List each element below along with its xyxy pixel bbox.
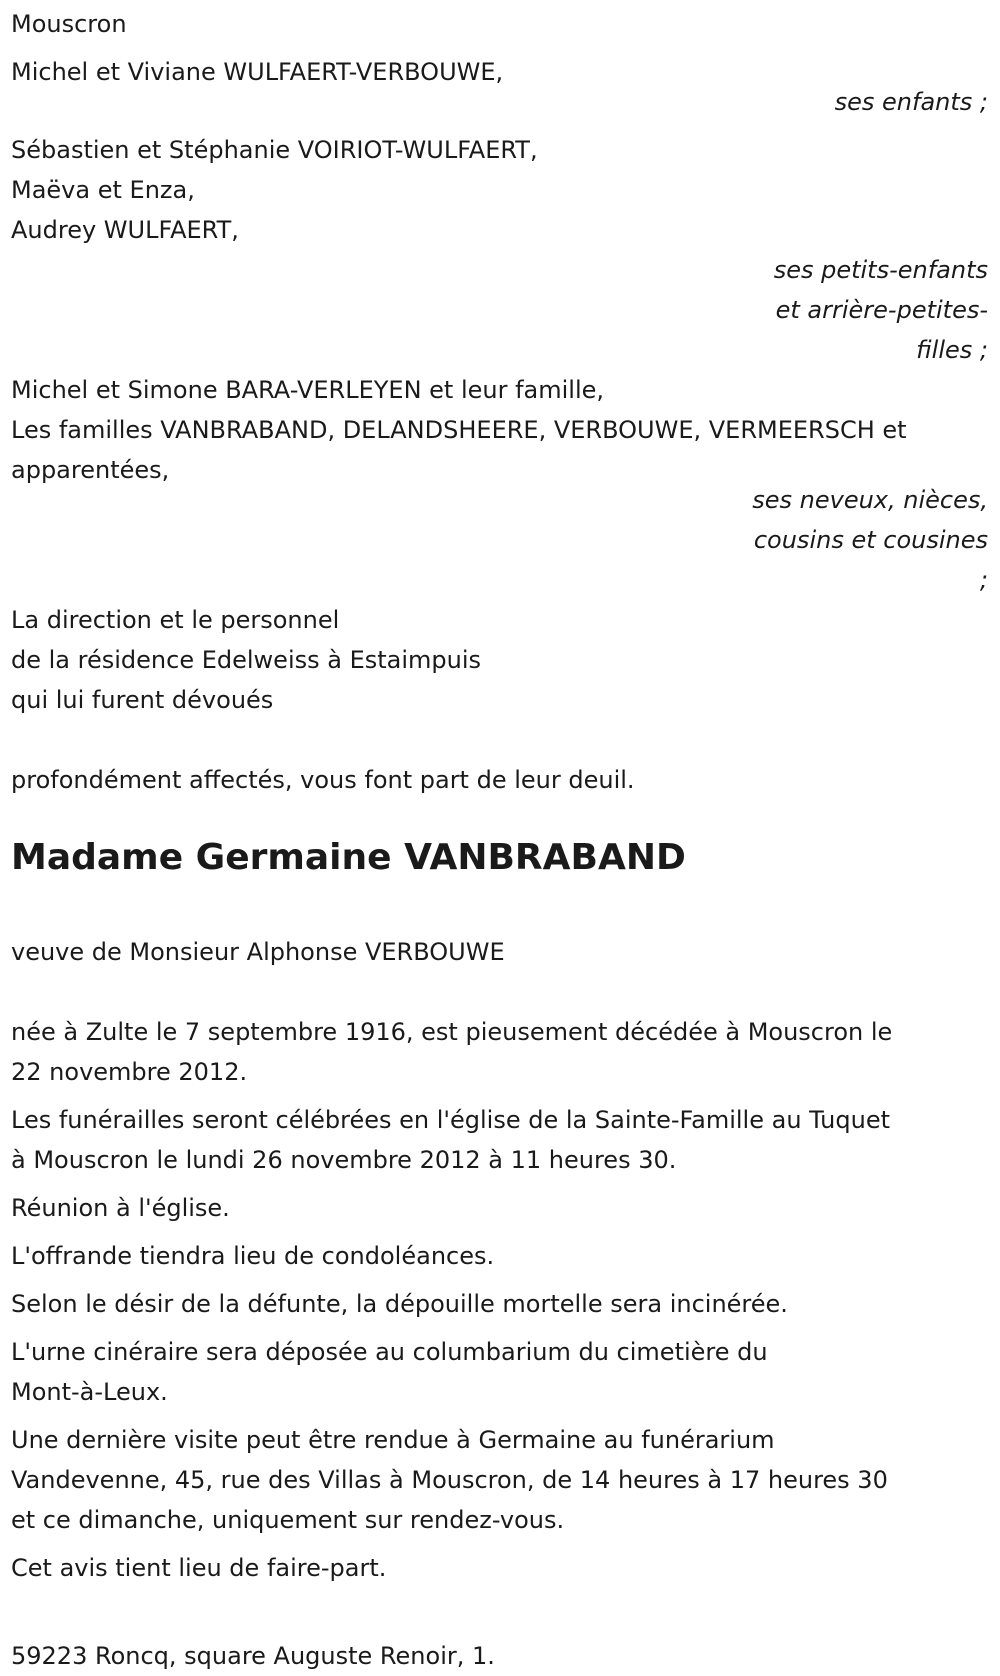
location: Mouscron — [11, 10, 127, 38]
children-names: Michel et Viviane WULFAERT-VERBOUWE, — [11, 58, 504, 86]
deceased-name: Madame Germaine VANBRABAND — [11, 837, 686, 878]
relatives-name: Michel et Simone BARA-VERLEYEN et leur famille, — [11, 376, 605, 404]
paragraph-offering: L'offrande tiendra lieu de condoléances. — [11, 1242, 495, 1270]
staff-line: La direction et le personnel — [11, 606, 340, 634]
relatives-role: ses neveux, nièces, — [752, 486, 988, 514]
widow-of: veuve de Monsieur Alphonse VERBOUWE — [11, 938, 505, 966]
announcement: profondément affectés, vous font part de leur deuil. — [11, 766, 635, 794]
relatives-name: apparentées, — [11, 456, 170, 484]
grandchildren-role: et arrière-petites- — [775, 296, 988, 324]
paragraph-funeral: Les funérailles seront célébrées en l'église de la Sainte-Famille au Tuquet à Mouscron le lundi 26 novembre 2012 à 11 heures 30. — [11, 1106, 891, 1174]
grandchildren-name: Sébastien et Stéphanie VOIRIOT-WULFAERT, — [11, 136, 538, 164]
relatives-name: Les familles VANBRABAND, DELANDSHEERE, VERBOUWE, VERMEERSCH et — [11, 416, 907, 444]
grandchildren-role: ses petits-enfants — [773, 256, 988, 284]
relatives-role: cousins et cousines — [753, 526, 988, 554]
grandchildren-role: filles ; — [916, 336, 988, 364]
staff-line: de la résidence Edelweiss à Estaimpuis — [11, 646, 482, 674]
paragraph-urn: L'urne cinéraire sera déposée au columbarium du cimetière du Mont-à-Leux. — [11, 1338, 768, 1406]
paragraph-visit: Une dernière visite peut être rendue à Germaine au funérarium Vandevenne, 45, rue des Villas à Mouscron, de 14 heures à 17 heures 30 et ce dimanche, uniquement sur rendez-vous. — [11, 1426, 888, 1534]
relatives-role: ; — [979, 566, 988, 594]
address: 59223 Roncq, square Auguste Renoir, 1. — [11, 1642, 495, 1670]
paragraph-birth-death: née à Zulte le 7 septembre 1916, est pieusement décédée à Mouscron le 22 novembre 2012. — [11, 1018, 893, 1086]
children-role: ses enfants ; — [834, 88, 988, 116]
grandchildren-name: Audrey WULFAERT, — [11, 216, 239, 244]
staff-line: qui lui furent dévoués — [11, 686, 274, 714]
paragraph-meeting: Réunion à l'église. — [11, 1194, 230, 1222]
grandchildren-name: Maëva et Enza, — [11, 176, 195, 204]
paragraph-notice: Cet avis tient lieu de faire-part. — [11, 1554, 387, 1582]
paragraph-cremation: Selon le désir de la défunte, la dépouille mortelle sera incinérée. — [11, 1290, 788, 1318]
